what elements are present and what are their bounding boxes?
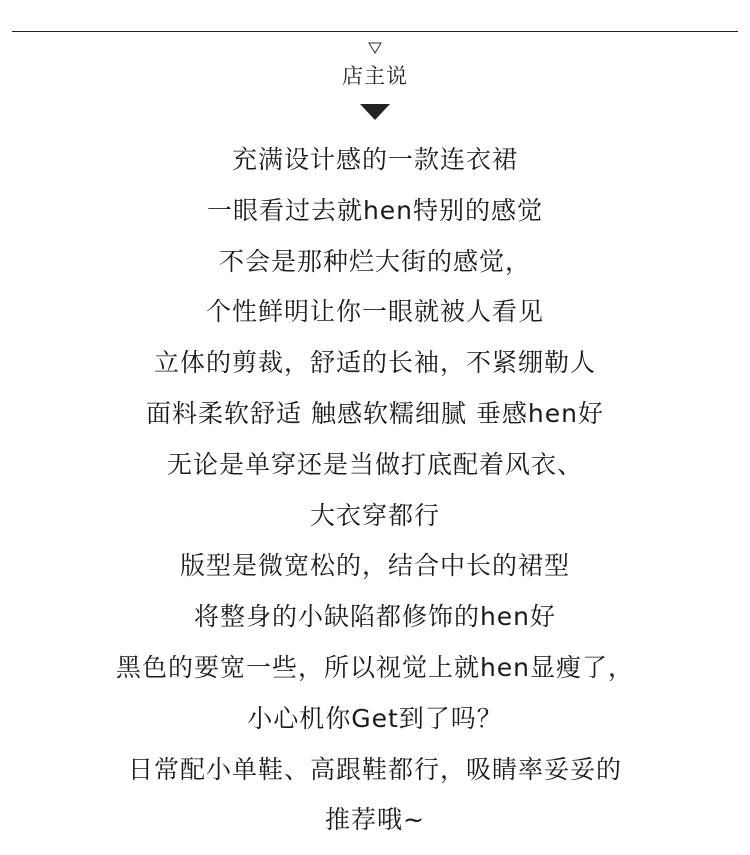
down-triangle-outline-icon (368, 42, 382, 54)
top-divider (12, 31, 738, 32)
description-line: 日常配小单鞋、高跟鞋都行，吸睛率妥妥的 (127, 754, 622, 784)
description-line: 大衣穿都行 (309, 500, 440, 530)
description-line: 立体的剪裁，舒适的长袖，不紧绷勒人 (153, 348, 596, 378)
section-title: 店主说 (342, 64, 408, 88)
description-line: 无论是单穿还是当做打底配着风衣、 (166, 449, 583, 479)
description-line: 版型是微宽松的，结合中长的裙型 (179, 551, 570, 581)
description-line: 推荐哦~ (325, 805, 425, 835)
description-line: 个性鲜明让你一眼就被人看见 (205, 297, 544, 327)
down-triangle-solid-icon (360, 104, 390, 120)
description-line: 黑色的要宽一些，所以视觉上就hen显瘦了， (115, 652, 635, 682)
description-line: 面料柔软舒适 触感软糯细腻 垂感hen好 (146, 398, 604, 428)
description-line: 将整身的小缺陷都修饰的hen好 (193, 602, 557, 632)
description-line: 一眼看过去就hen特别的感觉 (206, 195, 544, 225)
description-line: 小心机你Get到了吗？ (247, 703, 503, 733)
description-text (0, 142, 750, 853)
description-line: 充满设计感的一款连衣裙 (231, 145, 518, 174)
description-line: 不会是那种烂大街的感觉， (218, 246, 531, 276)
